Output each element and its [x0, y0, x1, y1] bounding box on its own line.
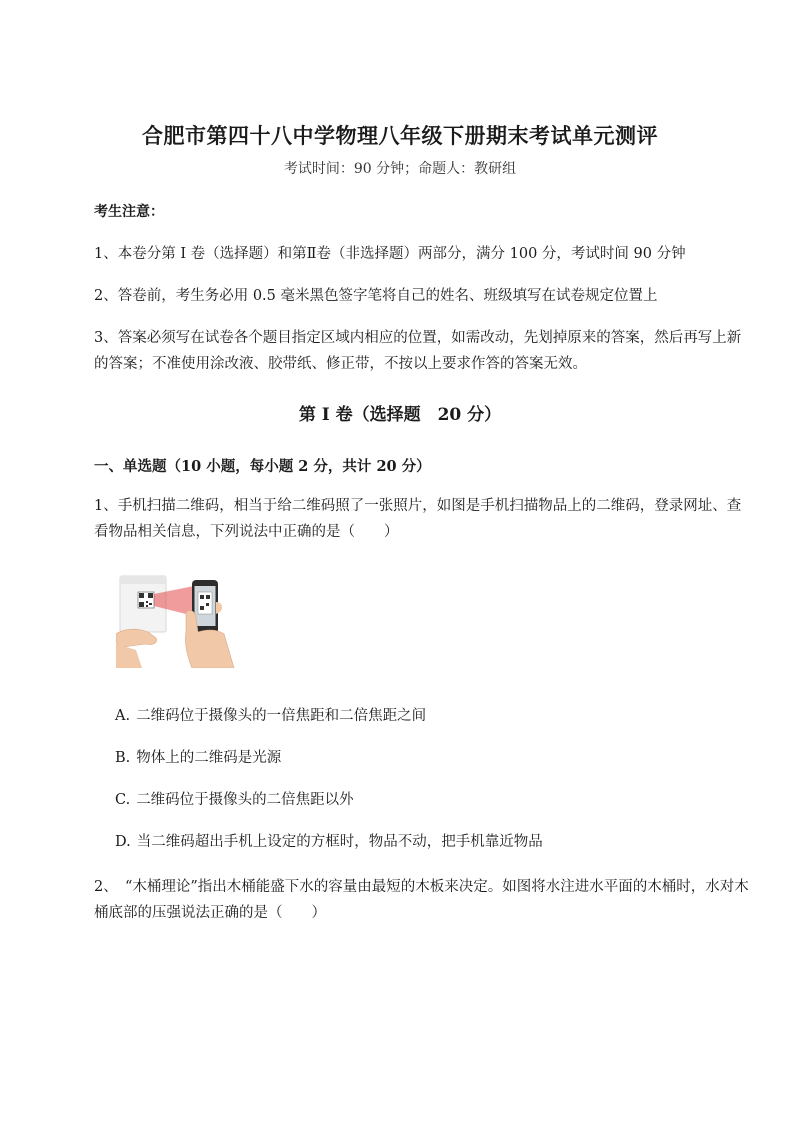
question-1-option-b[interactable] [115, 747, 281, 769]
page-title: 合肥市第四十八中学物理八年级下册期末考试单元测评 [142, 123, 658, 148]
option-letter: A. [115, 708, 131, 724]
question-2-stem: 2、 “木桶理论”指出木桶能盛下水的容量由最短的木板来决定。如图将水注进水平面的木桶时，水对木桶底部的压强说法正确的是（ ） [94, 879, 749, 921]
option-text: 当二维码超出手机上设定的方框时，物品不动，把手机靠近物品 [136, 834, 543, 850]
notice-item-3: 3、答案必须写在试卷各个题目指定区域内相应的位置，如需改动，先划掉原来的答案，然后再写上新的答案；不准使用涂改液、胶带纸、修正带，不按以上要求作答的答案无效。 [94, 330, 742, 372]
question-1-stem: 1、手机扫描二维码，相当于给二维码照了一张照片，如图是手机扫描物品上的二维码，登录网址、查看物品相关信息，下列说法中正确的是（ ） [94, 498, 742, 540]
qr-code-icon [138, 592, 154, 608]
option-text: 二维码位于摄像头的二倍焦距以外 [136, 792, 354, 808]
group-heading: 一、单选题（10 小题，每小题 2 分，共计 20 分） [94, 458, 431, 475]
page-subtitle: 考试时间：90 分钟；命题人：教研组 [283, 161, 517, 177]
question-1-option-c[interactable] [115, 789, 354, 811]
option-text: 二维码位于摄像头的一倍焦距和二倍焦距之间 [136, 708, 427, 724]
option-letter: B. [115, 750, 131, 766]
option-text: 物体上的二维码是光源 [136, 750, 282, 766]
notice-heading: 考生注意： [94, 204, 164, 220]
question-1-option-d[interactable] [115, 831, 543, 853]
notice-item-2: 2、答卷前，考生务必用 0.5 毫米黑色签字笔将自己的姓名、班级填写在试卷规定位置上 [94, 288, 658, 304]
option-letter: C. [115, 792, 131, 808]
question-1-option-a[interactable] [115, 705, 426, 727]
qr-scan-figure [116, 572, 236, 668]
section-title: 第 I 卷（选择题 20 分） [298, 405, 502, 425]
option-letter: D. [115, 834, 131, 850]
notice-item-1: 1、本卷分第 I 卷（选择题）和第Ⅱ卷（非选择题）两部分，满分 100 分，考试时间 90 分钟 [94, 246, 686, 262]
